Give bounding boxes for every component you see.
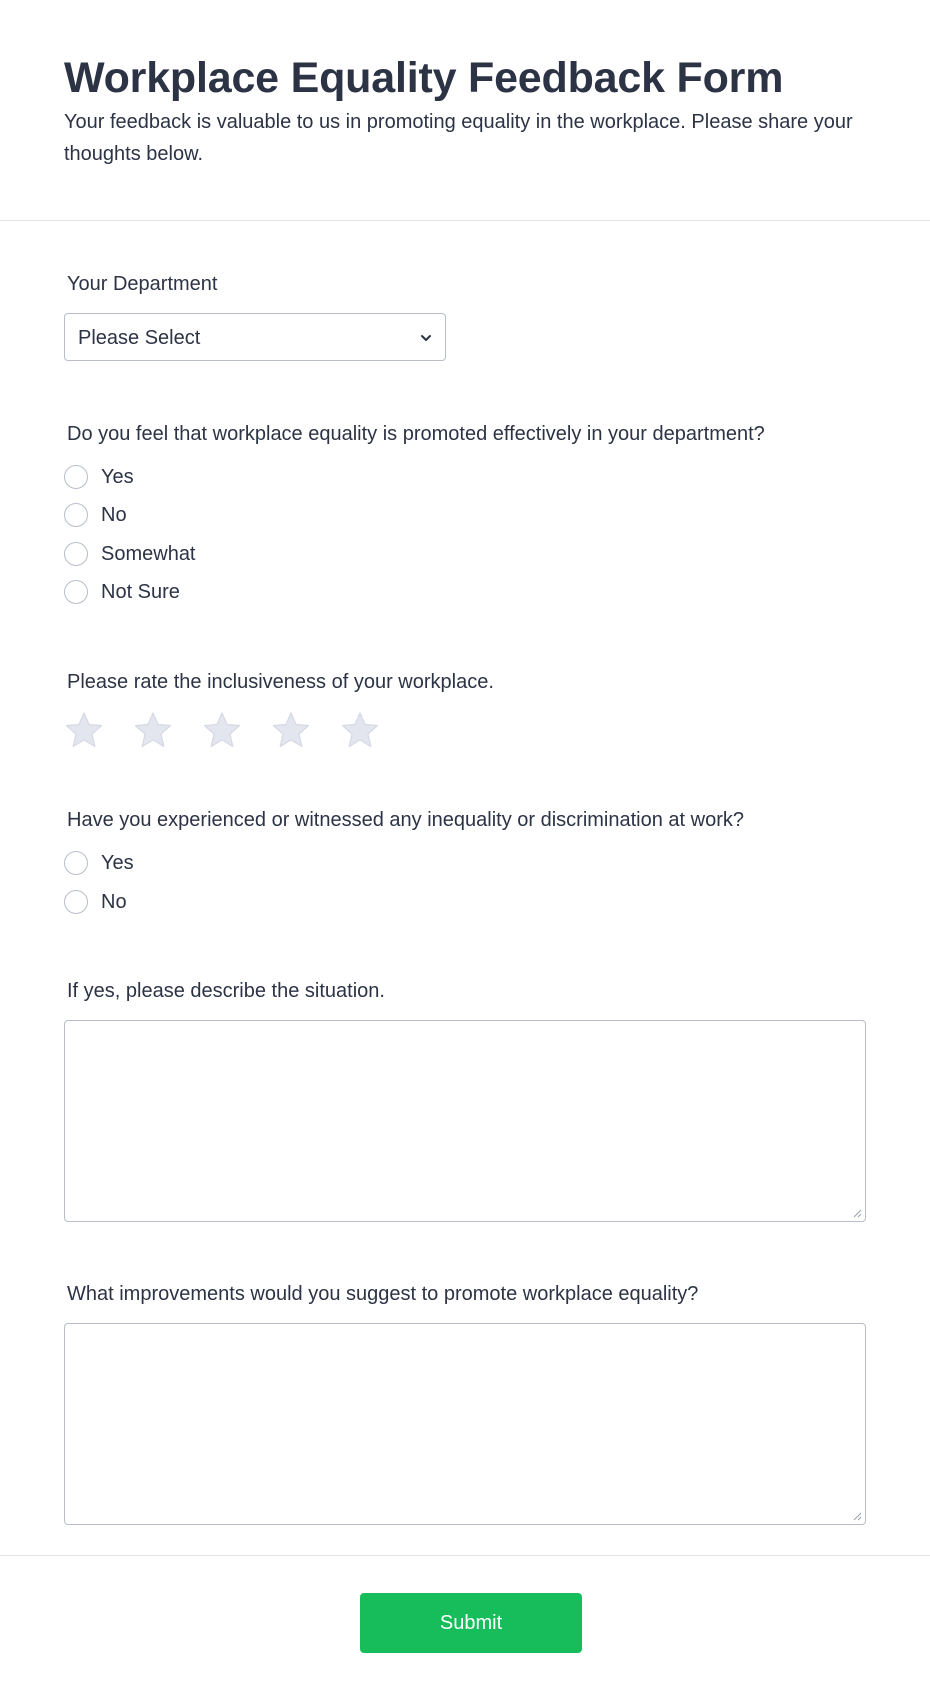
radio-label: Yes (101, 466, 134, 488)
department-select-value: Please Select (78, 327, 201, 349)
radio-label: Somewhat (101, 543, 196, 565)
rating-question-label: Please rate the inclusiveness of your workplace. (67, 671, 494, 693)
radio-label: Yes (101, 852, 134, 874)
star-icon[interactable] (64, 710, 104, 750)
chevron-down-icon (419, 331, 433, 345)
star-icon[interactable] (340, 710, 380, 750)
radio-button[interactable] (64, 542, 88, 566)
star-icon[interactable] (271, 710, 311, 750)
department-select[interactable] (64, 313, 446, 361)
describe-textarea[interactable] (64, 1020, 866, 1222)
radio-label: Not Sure (101, 581, 180, 603)
radio-button[interactable] (64, 503, 88, 527)
describe-question-label: If yes, please describe the situation. (67, 980, 385, 1002)
radio-button[interactable] (64, 580, 88, 604)
form-subtitle: Your feedback is valuable to us in promoting equality in the workplace. Please share your thoughts below. (64, 111, 853, 165)
radio-button[interactable] (64, 851, 88, 875)
improvements-textarea[interactable] (64, 1323, 866, 1525)
star-rating (64, 710, 404, 752)
radio-label: No (101, 504, 127, 526)
radio-button[interactable] (64, 890, 88, 914)
improvements-question-label: What improvements would you suggest to promote workplace equality? (67, 1283, 699, 1305)
resize-handle-icon[interactable] (852, 1208, 862, 1218)
submit-button[interactable]: Submit (360, 1593, 582, 1653)
promoted-question-label: Do you feel that workplace equality is promoted effectively in your department? (67, 423, 765, 445)
radio-button[interactable] (64, 465, 88, 489)
resize-handle-icon[interactable] (852, 1511, 862, 1521)
star-icon[interactable] (202, 710, 242, 750)
form-header (0, 0, 930, 221)
department-label: Your Department (67, 273, 218, 295)
form-title: Workplace Equality Feedback Form (64, 54, 784, 102)
experienced-question-label: Have you experienced or witnessed any inequality or discrimination at work? (67, 809, 745, 831)
star-icon[interactable] (133, 710, 173, 750)
radio-label: No (101, 891, 127, 913)
